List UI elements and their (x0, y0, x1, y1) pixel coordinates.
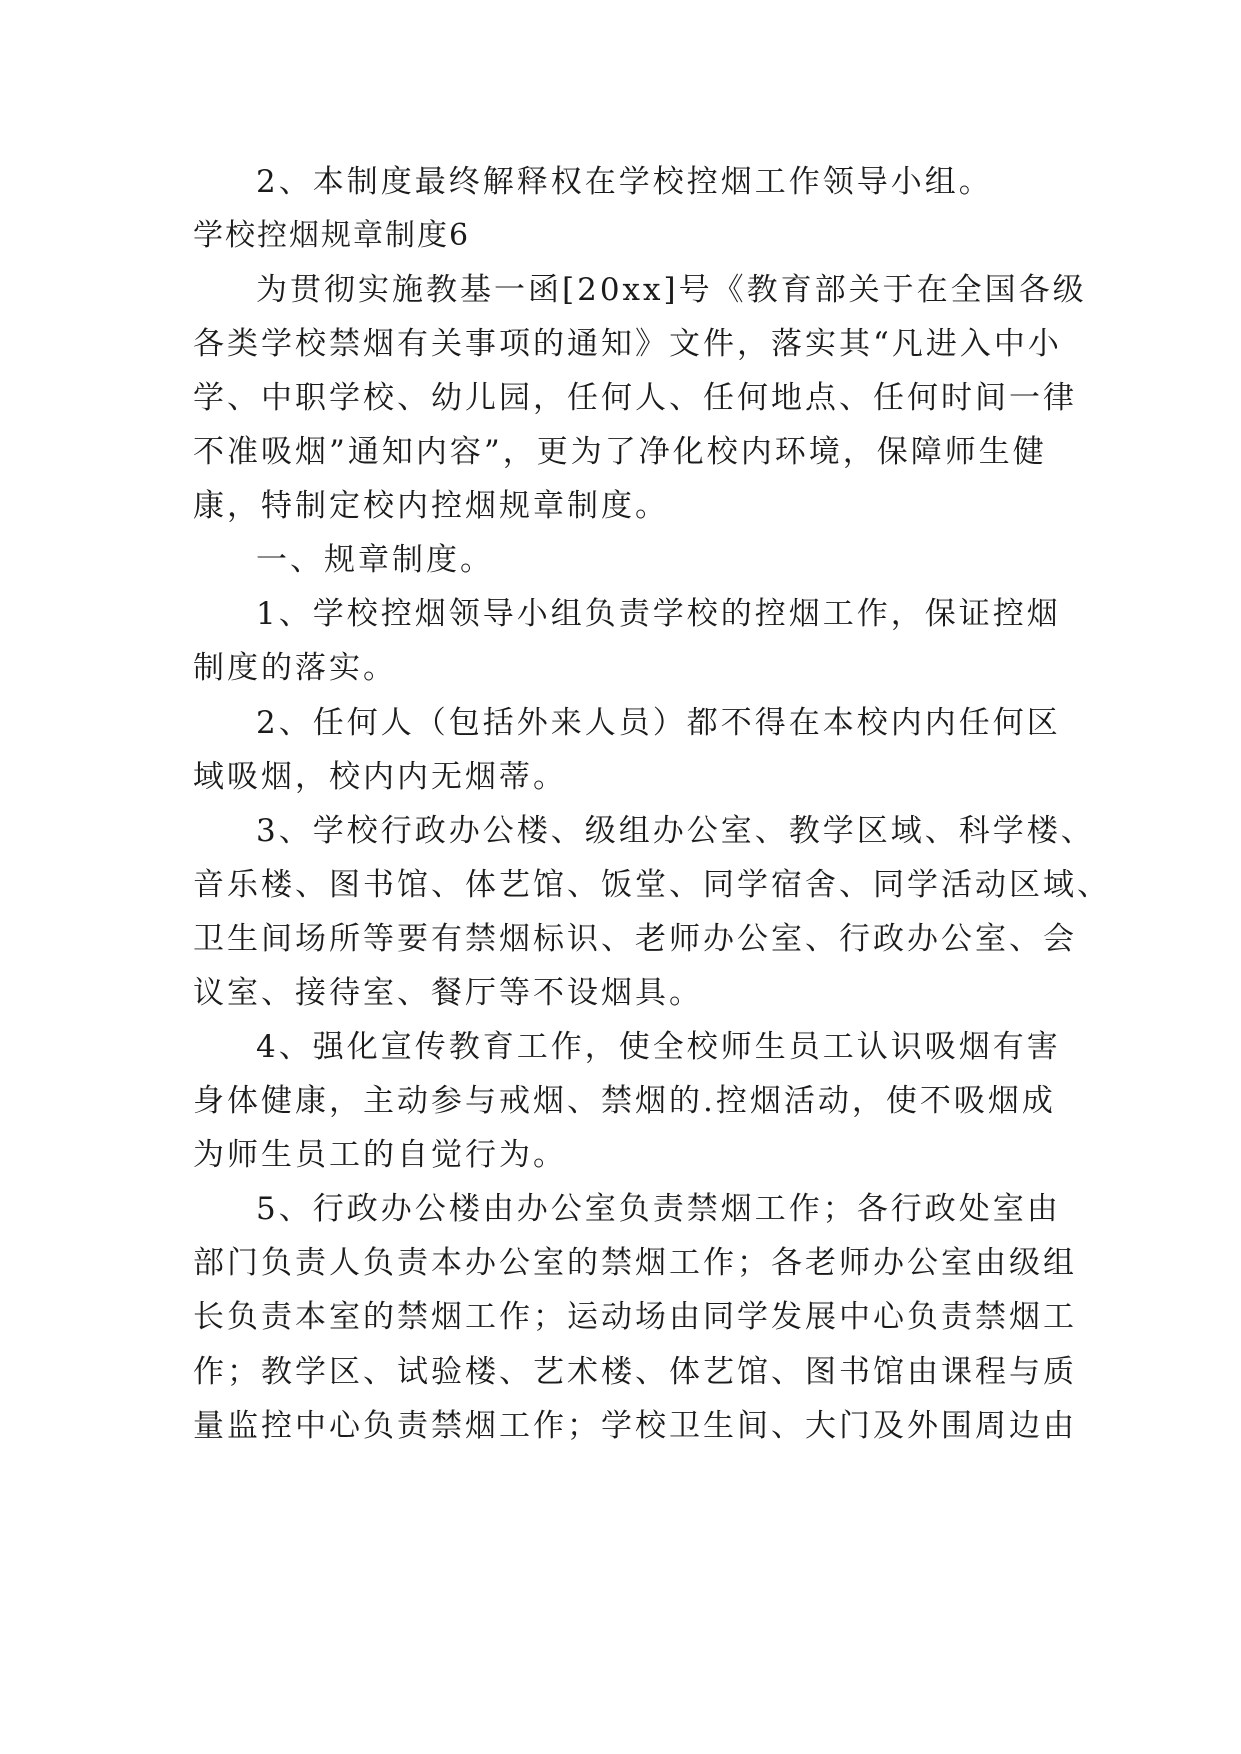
paragraph-line: 作；教学区、试验楼、艺术楼、体艺馆、图书馆由课程与质 (193, 1354, 1077, 1390)
paragraph-line: 5、行政办公楼由办公室负责禁烟工作；各行政处室由 (256, 1191, 1061, 1227)
section-heading: 学校控烟规章制度6 (193, 218, 471, 253)
paragraph-line: 3、学校行政办公楼、级组办公室、教学区域、科学楼、 (256, 813, 1095, 849)
paragraph-line: 学、中职学校、幼儿园，任何人、任何地点、任何时间一律 (193, 380, 1077, 416)
paragraph-line: 各类学校禁烟有关事项的通知》文件，落实其“凡进入中小 (193, 326, 1062, 362)
paragraph-line: 部门负责人负责本办公室的禁烟工作；各老师办公室由级组 (193, 1245, 1077, 1281)
paragraph-line: 量监控中心负责禁烟工作；学校卫生间、大门及外围周边由 (193, 1408, 1077, 1444)
paragraph-line: 为贯彻实施教基一函[20xx]号《教育部关于在全国各级 (256, 272, 1087, 308)
paragraph-line: 身体健康，主动参与戒烟、禁烟的.控烟活动，使不吸烟成 (193, 1083, 1056, 1119)
paragraph-line: 卫生间场所等要有禁烟标识、老师办公室、行政办公室、会 (193, 921, 1077, 957)
paragraph-line: 议室、接待室、餐厅等不设烟具。 (193, 975, 703, 1011)
paragraph-line: 不准吸烟”通知内容”，更为了净化校内环境，保障师生健 (193, 434, 1047, 470)
paragraph-line: 音乐楼、图书馆、体艺馆、饭堂、同学宿舍、同学活动区域、 (193, 867, 1111, 903)
paragraph-line: 一、规章制度。 (256, 542, 494, 578)
paragraph-line: 2、任何人（包括外来人员）都不得在本校内内任何区 (256, 705, 1061, 741)
paragraph-line: 康，特制定校内控烟规章制度。 (193, 488, 669, 524)
paragraph-line: 为师生员工的自觉行为。 (193, 1137, 567, 1173)
paragraph-line: 4、强化宣传教育工作，使全校师生员工认识吸烟有害 (256, 1029, 1061, 1065)
paragraph-line: 2、本制度最终解释权在学校控烟工作领导小组。 (256, 164, 993, 200)
paragraph-line: 1、学校控烟领导小组负责学校的控烟工作，保证控烟 (256, 596, 1061, 632)
paragraph-line: 长负责本室的禁烟工作；运动场由同学发展中心负责禁烟工 (193, 1299, 1077, 1335)
paragraph-line: 域吸烟，校内内无烟蒂。 (193, 759, 567, 795)
paragraph-line: 制度的落实。 (193, 650, 397, 686)
